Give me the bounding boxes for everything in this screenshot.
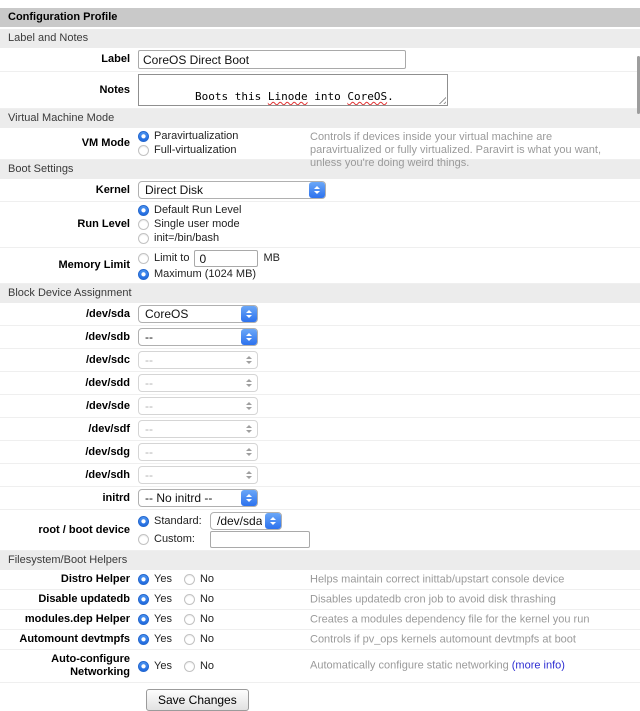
radio-label: Maximum (1024 MB) — [154, 268, 257, 280]
notes-misspelled-word: Linode — [267, 90, 308, 103]
radio-label: Default Run Level — [154, 204, 242, 216]
radio-selected-icon — [138, 516, 149, 527]
select-value: -- — [145, 468, 153, 482]
automount-devtmpfs-row — [0, 630, 640, 650]
device-label: /dev/sdc — [85, 353, 130, 366]
notes-field-label: Notes — [99, 83, 130, 96]
radio-label: Yes — [154, 659, 172, 672]
notes-text: Boots this — [194, 90, 268, 103]
radio-icon — [138, 253, 149, 264]
radio-icon — [184, 614, 195, 625]
run-level-label: Run Level — [77, 218, 130, 230]
chevron-up-down-icon — [241, 352, 257, 368]
radio-icon — [138, 233, 149, 244]
notes-text: into — [307, 90, 348, 103]
select-value: -- — [145, 353, 153, 367]
helper-label: Automount devtmpfs — [19, 633, 130, 645]
label-input[interactable] — [138, 50, 406, 69]
sdf-disk-select-disabled — [138, 420, 258, 438]
radio-label: No — [199, 573, 215, 585]
radio-icon — [138, 219, 149, 230]
auto-configure-networking-yes-radio[interactable] — [138, 660, 172, 673]
helper-label: modules.dep Helper — [24, 613, 130, 625]
chevron-up-down-icon — [265, 513, 281, 529]
chevron-up-down-icon — [241, 467, 257, 483]
save-changes-button[interactable]: Save Changes — [146, 689, 249, 711]
distro-helper-row — [0, 570, 640, 590]
notes-misspelled-word: CoreOS — [347, 90, 388, 103]
device-label: /dev/sdg — [85, 445, 130, 458]
radio-selected-icon — [138, 205, 149, 216]
block-device-row-sdd — [0, 372, 640, 395]
radio-label: Yes — [154, 633, 172, 645]
initrd-row — [0, 487, 640, 510]
helper-help-text: Controls if pv_ops kernels automount devtmpfs at boot — [310, 633, 576, 645]
helper-label: Auto-configure Networking — [51, 653, 130, 678]
automount-devtmpfs-no-radio[interactable] — [184, 633, 214, 646]
radio-label: Yes — [154, 593, 172, 605]
sdh-disk-select-disabled — [138, 466, 258, 484]
radio-label: No — [199, 633, 215, 645]
sdb-disk-select[interactable] — [138, 328, 258, 346]
radio-icon — [184, 661, 195, 672]
modules-dep-yes-radio[interactable] — [138, 613, 172, 626]
root-device-select[interactable] — [210, 512, 282, 530]
kernel-label: Kernel — [95, 183, 130, 196]
select-value: -- No initrd -- — [145, 491, 213, 505]
radio-label: Paravirtualization — [154, 130, 239, 142]
block-device-row-sdb — [0, 326, 640, 349]
run-level-default-radio[interactable] — [138, 204, 241, 217]
section-helpers: Filesystem/Boot Helpers — [0, 551, 640, 570]
initrd-label: initrd — [102, 491, 130, 504]
distro-helper-yes-radio[interactable] — [138, 573, 172, 586]
root-custom-radio[interactable] — [138, 531, 310, 548]
vm-mode-help-text: Controls if devices inside your virtual machine are paravirtualized or fully virtualized. Paravirt is what you want, unless you're doing weird things. — [310, 131, 602, 169]
kernel-select[interactable] — [138, 181, 326, 199]
radio-label: Custom: — [154, 533, 195, 545]
vm-full-virtualization-radio[interactable] — [138, 144, 238, 157]
more-info-link[interactable]: (more info) — [511, 659, 565, 672]
page-title: Configuration Profile — [0, 8, 640, 27]
memory-limit-label: Memory Limit — [58, 259, 130, 271]
section-boot-settings: Boot Settings — [0, 160, 640, 179]
chevron-up-down-icon — [241, 444, 257, 460]
radio-selected-icon — [138, 634, 149, 645]
radio-selected-icon — [138, 661, 149, 672]
select-value: /dev/sda — [217, 514, 263, 528]
select-value: -- — [145, 399, 153, 413]
radio-selected-icon — [138, 574, 149, 585]
helper-help-text: Helps maintain correct inittab/upstart console device — [310, 573, 565, 585]
helper-label: Disable updatedb — [38, 593, 130, 605]
chevron-up-down-icon — [241, 306, 257, 322]
root-custom-input[interactable] — [210, 531, 310, 548]
radio-label: Yes — [154, 573, 172, 585]
run-level-row — [0, 202, 640, 248]
label-field-label: Label — [101, 53, 130, 65]
radio-selected-icon — [138, 131, 149, 142]
root-boot-device-row — [0, 510, 640, 551]
distro-helper-no-radio[interactable] — [184, 573, 214, 586]
helper-help-text: Disables updatedb cron job to avoid disk thrashing — [310, 593, 556, 605]
auto-configure-networking-row — [0, 650, 640, 683]
sdd-disk-select-disabled — [138, 374, 258, 392]
sde-disk-select-disabled — [138, 397, 258, 415]
radio-label: init=/bin/bash — [154, 232, 220, 244]
radio-label: Full-virtualization — [154, 144, 237, 156]
radio-icon — [138, 145, 149, 156]
auto-configure-networking-no-radio[interactable] — [184, 660, 214, 673]
automount-devtmpfs-yes-radio[interactable] — [138, 633, 172, 646]
kernel-row — [0, 179, 640, 202]
radio-icon — [184, 634, 195, 645]
select-value: CoreOS — [145, 307, 189, 321]
memory-limit-row — [0, 248, 640, 284]
memory-limit-unit: MB — [263, 252, 280, 264]
chevron-up-down-icon — [241, 421, 257, 437]
modules-dep-helper-row — [0, 610, 640, 630]
notes-row — [0, 72, 640, 109]
radio-selected-icon — [138, 614, 149, 625]
notes-textarea[interactable] — [138, 74, 448, 106]
block-device-row-sdg — [0, 441, 640, 464]
helper-help-text — [310, 660, 615, 673]
section-vm-mode: Virtual Machine Mode — [0, 109, 640, 128]
vm-mode-label: VM Mode — [81, 137, 130, 149]
helper-label: Distro Helper — [60, 573, 130, 585]
label-row — [0, 48, 640, 72]
sdg-disk-select-disabled — [138, 443, 258, 461]
memory-maximum-radio[interactable] — [138, 268, 280, 281]
modules-dep-no-radio[interactable] — [184, 613, 214, 626]
radio-label: No — [199, 659, 215, 672]
select-value: -- — [145, 376, 153, 390]
radio-label: Standard: — [154, 514, 202, 527]
select-value: -- — [145, 422, 153, 436]
chevron-up-down-icon — [309, 182, 325, 198]
save-row — [146, 689, 640, 711]
select-value: -- — [145, 330, 153, 344]
device-label: /dev/sda — [85, 307, 130, 320]
kernel-select-value: Direct Disk — [145, 183, 204, 197]
radio-icon — [138, 534, 149, 545]
radio-icon — [184, 594, 195, 605]
sdc-disk-select-disabled — [138, 351, 258, 369]
block-device-row-sdf — [0, 418, 640, 441]
block-device-row-sda — [0, 303, 640, 326]
root-standard-radio[interactable] — [138, 512, 310, 530]
chevron-up-down-icon — [241, 490, 257, 506]
section-label-and-notes: Label and Notes — [0, 29, 640, 48]
device-label: /dev/sdd — [85, 376, 130, 389]
resize-grip-icon[interactable] — [437, 95, 446, 104]
helper-help-text: Automatically configure static networking — [310, 659, 512, 672]
device-label: /dev/sdb — [85, 330, 130, 343]
block-device-row-sdc — [0, 349, 640, 372]
radio-label: Limit to — [154, 252, 190, 264]
memory-limit-input[interactable] — [194, 250, 258, 267]
chevron-up-down-icon — [241, 375, 257, 391]
device-label: /dev/sdh — [85, 468, 130, 481]
block-device-row-sde — [0, 395, 640, 418]
radio-label: Single user mode — [154, 218, 240, 230]
section-block-devices: Block Device Assignment — [0, 284, 640, 303]
radio-selected-icon — [138, 269, 149, 280]
radio-label: Yes — [154, 613, 172, 625]
disable-updatedb-row — [0, 590, 640, 610]
chevron-up-down-icon — [241, 398, 257, 414]
chevron-up-down-icon — [241, 329, 257, 345]
radio-icon — [184, 574, 195, 585]
device-label: /dev/sde — [85, 399, 130, 412]
block-device-row-sdh — [0, 464, 640, 487]
run-level-single-user-radio[interactable] — [138, 218, 241, 231]
radio-selected-icon — [138, 594, 149, 605]
vm-paravirtualization-radio[interactable] — [138, 130, 238, 143]
disable-updatedb-yes-radio[interactable] — [138, 593, 172, 606]
select-value: -- — [145, 445, 153, 459]
disable-updatedb-no-radio[interactable] — [184, 593, 214, 606]
root-boot-device-label: root / boot device — [38, 523, 130, 536]
run-level-init-bash-radio[interactable] — [138, 232, 241, 245]
radio-label: No — [199, 593, 215, 605]
helper-help-text: Creates a modules dependency file for the kernel you run — [310, 613, 590, 625]
device-label: /dev/sdf — [88, 422, 130, 435]
memory-limit-to-radio[interactable] — [138, 250, 280, 267]
notes-text: . — [387, 90, 394, 103]
radio-label: No — [199, 613, 215, 625]
sda-disk-select[interactable] — [138, 305, 258, 323]
initrd-select[interactable] — [138, 489, 258, 507]
